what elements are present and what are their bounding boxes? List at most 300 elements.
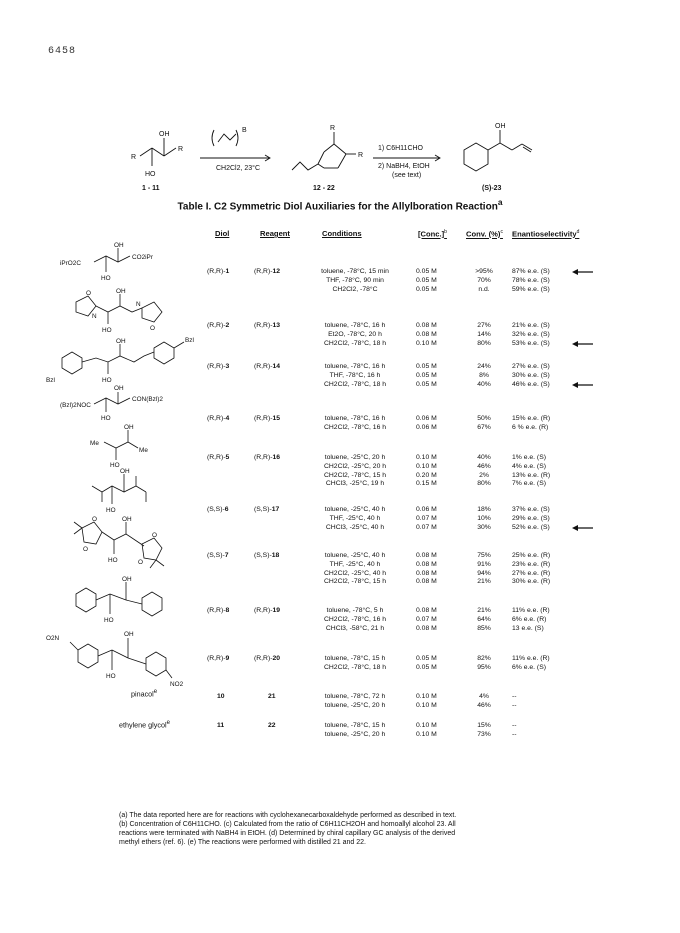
conversion-value: 27%	[477, 322, 491, 329]
pinacol-text: pinacol	[131, 689, 154, 699]
diol-cell	[207, 363, 253, 372]
s2-o-right: O	[150, 325, 155, 332]
conversion-value: 10%	[477, 514, 491, 522]
ee-value: 13 e.e. (S)	[512, 624, 544, 632]
conversion-value: 67%	[477, 423, 491, 431]
concentration-value: 0.05 M	[416, 276, 437, 284]
reagent-number: 17	[271, 506, 280, 513]
condition-line: toluene, -25°C, 20 h	[324, 454, 386, 461]
s4-right-label: CON(Bzl)2	[132, 396, 163, 403]
enantioselectivity-cell	[512, 363, 572, 389]
header-conditions: Conditions	[322, 229, 362, 238]
concentration-value: 0.08 M	[416, 560, 437, 568]
page-number: 6458	[48, 46, 77, 57]
diol-cell	[207, 607, 253, 616]
conversion-value: 73%	[477, 730, 491, 738]
enantioselectivity-cell	[512, 506, 572, 532]
enantioselectivity-cell	[512, 552, 572, 587]
ee-value: 4% e.e. (S)	[512, 462, 546, 470]
ee-value: 87% e.e. (S)	[512, 268, 550, 275]
reagent-number: 20	[272, 655, 281, 662]
reagent-config: (R,R)-	[254, 454, 273, 461]
condition-line: Et2O, -78°C, 20 h	[328, 330, 382, 338]
ee-value: 1% e.e. (S)	[512, 454, 546, 461]
reagent-cell	[254, 454, 302, 463]
ee-value: 11% e.e. (R)	[512, 655, 550, 662]
enantioselectivity-cell	[512, 415, 572, 433]
conversion-value: 46%	[477, 701, 491, 709]
condition-line: CH2Cl2, -78°C, 15 h	[323, 471, 387, 479]
diol-cell	[207, 506, 253, 515]
structure-4	[46, 384, 206, 424]
scheme-step2: 2) NaBH4, EtOH	[378, 163, 430, 170]
condition-line: CH2Cl2, -78°C, 18 h	[323, 663, 387, 671]
concentration-cell	[416, 454, 452, 489]
scheme-step1: 1) C6H11CHO	[378, 145, 423, 152]
reagent-cell	[254, 322, 302, 331]
enantioselectivity-cell	[512, 693, 572, 711]
header-conv	[466, 229, 503, 239]
pinacol-mark: e	[153, 689, 158, 695]
enantioselectivity-cell	[512, 268, 572, 294]
s5-ho: HO	[110, 462, 120, 469]
condition-line: THF, -78°C, 90 min	[326, 276, 384, 284]
conversion-cell	[466, 322, 502, 348]
concentration-value: 0.07 M	[416, 523, 437, 531]
conversion-value: 24%	[477, 363, 491, 370]
s4-oh: OH	[114, 385, 124, 392]
s9-ho: HO	[106, 673, 116, 680]
footnote-line: methyl ethers (ref. 6). (e) The reactions were performed with distilled 21 and 22.	[119, 839, 366, 846]
ee-value: --	[512, 722, 517, 729]
conversion-value: 50%	[477, 415, 491, 422]
concentration-value: 0.08 M	[416, 569, 437, 577]
conversion-value: 80%	[477, 480, 491, 488]
structure-5	[46, 424, 206, 468]
ee-value: --	[512, 701, 517, 709]
ee-value: 30% e.e. (R)	[512, 578, 551, 586]
ee-value: 13% e.e. (R)	[512, 471, 551, 479]
conditions-cell	[300, 722, 410, 740]
structure-1	[46, 242, 206, 288]
concentration-cell	[416, 693, 452, 711]
scheme-r-left: R	[131, 154, 137, 161]
conversion-value: 64%	[477, 615, 491, 623]
scheme-product-label: (S)-23	[482, 185, 502, 192]
ee-value: 6% e.e. (R)	[512, 615, 547, 623]
reagent-number: 18	[271, 552, 280, 559]
ee-value: 52% e.e. (S)	[512, 523, 550, 531]
s2-o-left: O	[86, 290, 91, 297]
conditions-cell	[300, 655, 410, 673]
reagent-config: (R,R)-	[254, 363, 273, 370]
reaction-scheme-drawing	[118, 88, 558, 198]
s7-ho: HO	[108, 557, 118, 564]
scheme-ho-label: HO	[145, 171, 156, 178]
diol-number: 10	[217, 693, 225, 700]
condition-line: CH2Cl2, -78°C, 18 h	[323, 380, 387, 388]
scheme-solvent-label: CH2Cl2, 23°C	[216, 165, 261, 172]
conversion-value: 70%	[477, 276, 491, 284]
concentration-value: 0.08 M	[416, 607, 437, 614]
s9-no2-top: O2N	[46, 635, 60, 642]
condition-line: CH2Cl2, -78°C, 18 h	[323, 339, 387, 347]
diol-number: 9	[225, 655, 230, 662]
reagent-cell	[254, 363, 302, 372]
s7-o-b: O	[83, 546, 88, 553]
scheme-product-oh: OH	[495, 123, 506, 130]
concentration-value: 0.05 M	[416, 663, 437, 671]
conversion-value: 94%	[477, 569, 491, 577]
s3-oh: OH	[116, 338, 126, 345]
condition-line: toluene, -78°C, 15 h	[324, 655, 386, 662]
ee-value: 6% e.e. (S)	[512, 663, 546, 671]
concentration-cell	[416, 415, 452, 433]
header-conv-mark: c	[500, 229, 503, 235]
ee-value: 37% e.e. (S)	[512, 506, 550, 513]
scheme-boronate-r-right: R	[358, 152, 364, 159]
diol-config: (R,R)-	[207, 268, 226, 275]
ee-value: 25% e.e. (R)	[512, 552, 551, 559]
conditions-cell	[300, 552, 410, 587]
header-reagent: Reagent	[260, 229, 290, 238]
reagent-number: 19	[272, 607, 281, 614]
ee-value: 23% e.e. (R)	[512, 560, 551, 568]
enantioselectivity-cell	[512, 655, 572, 673]
conversion-cell	[466, 552, 502, 587]
concentration-value: 0.08 M	[416, 322, 437, 329]
reagent-cell	[254, 552, 302, 561]
ethylene-glycol-mark: e	[166, 720, 170, 726]
concentration-value: 0.06 M	[416, 423, 437, 431]
header-ee-text: Enantioselectivity	[512, 229, 577, 239]
conversion-value: 85%	[477, 624, 491, 632]
highlight-arrow-icon	[572, 524, 594, 532]
enantioselectivity-cell	[512, 454, 572, 489]
ethylene-glycol-text: ethylene glycol	[119, 720, 167, 730]
diol-number: 5	[225, 454, 230, 461]
header-diol: Diol	[215, 229, 230, 238]
condition-line: toluene, -25°C, 40 h	[324, 552, 386, 559]
highlight-arrow-icon	[572, 381, 594, 389]
s5-oh: OH	[124, 424, 134, 431]
footnote-line: (b) Concentration of C6H11CHO. (c) Calculated from the ratio of C6H11CH2OH and homoallyl alcohol 23. All	[119, 821, 456, 828]
scheme-reactant-label: 1 - 11	[142, 185, 160, 192]
reagent-number: 12	[272, 268, 281, 275]
scheme-oh-label: OH	[159, 131, 170, 138]
reagent-config: (R,R)-	[254, 415, 273, 422]
conditions-cell	[300, 607, 410, 633]
ee-value: 32% e.e. (S)	[512, 330, 550, 338]
concentration-value: 0.08 M	[416, 552, 437, 559]
conversion-value: 80%	[477, 339, 491, 347]
concentration-cell	[416, 552, 452, 587]
s1-left-label: iPrO2C	[60, 260, 81, 267]
conversion-value: 30%	[477, 523, 491, 531]
conditions-cell	[300, 454, 410, 489]
reagent-config: (R,R)-	[254, 268, 273, 275]
conversion-cell	[466, 415, 502, 433]
diol-cell	[207, 322, 253, 331]
scheme-r-right: R	[178, 146, 184, 153]
condition-line: toluene, -78°C, 15 min	[321, 268, 389, 275]
footnotes	[119, 811, 589, 847]
condition-line: toluene, -25°C, 20 h	[324, 701, 386, 709]
diol-cell	[207, 415, 253, 424]
concentration-value: 0.08 M	[416, 330, 437, 338]
condition-line: CH2Cl2, -78°C, 16 h	[323, 423, 387, 431]
reagent-number: 22	[268, 722, 276, 729]
diol-cell	[207, 552, 253, 561]
s6-ho: HO	[106, 507, 116, 514]
reagent-cell	[254, 607, 302, 616]
concentration-value: 0.15 M	[416, 480, 437, 488]
condition-line: CH2Cl2, -78°C, 15 h	[323, 578, 387, 586]
diol-number: 7	[224, 552, 229, 559]
concentration-value: 0.05 M	[416, 285, 437, 293]
diol-config: (R,R)-	[207, 415, 226, 422]
s4-ho: HO	[101, 415, 111, 422]
s1-oh: OH	[114, 242, 124, 249]
diol-config: (R,R)-	[207, 655, 226, 662]
s1-ho: HO	[101, 275, 111, 282]
diol-number: 11	[217, 722, 225, 729]
diol-cell	[207, 268, 253, 277]
enantioselectivity-cell	[512, 722, 572, 740]
scheme-boron-label: B	[242, 127, 247, 134]
s3-bzl-top: Bzl	[185, 337, 194, 344]
conversion-value: 40%	[477, 454, 491, 461]
conversion-value: 46%	[477, 462, 491, 470]
conversion-value: 21%	[477, 607, 491, 614]
reagent-number: 15	[272, 415, 281, 422]
condition-line: CH2Cl2, -25°C, 40 h	[323, 569, 387, 577]
concentration-value: 0.05 M	[416, 268, 437, 275]
condition-line: toluene, -78°C, 16 h	[324, 322, 386, 329]
conversion-value: 14%	[477, 330, 491, 338]
condition-line: THF, -25°C, 40 h	[329, 514, 381, 522]
highlight-arrow-icon	[572, 268, 594, 276]
s8-ho: HO	[104, 617, 114, 624]
concentration-value: 0.07 M	[416, 615, 437, 623]
condition-line: toluene, -78°C, 72 h	[324, 693, 386, 700]
condition-line: CHCl3, -25°C, 40 h	[325, 523, 385, 531]
condition-line: CH2Cl2, -78°C, 16 h	[323, 615, 387, 623]
concentration-value: 0.07 M	[416, 514, 437, 522]
condition-line: THF, -25°C, 40 h	[329, 560, 381, 568]
diol-config: (R,R)-	[207, 363, 226, 370]
table-caption-text: Table I. C2 Symmetric Diol Auxiliaries for the Allylboration Reaction	[177, 201, 498, 213]
s7-oh: OH	[122, 516, 132, 523]
condition-line: toluene, -25°C, 20 h	[324, 730, 386, 738]
conversion-value: 95%	[477, 663, 491, 671]
ee-value: 27% e.e. (R)	[512, 569, 551, 577]
concentration-cell	[416, 268, 452, 294]
diol-config: (S,S)-	[207, 552, 225, 559]
scheme-boronate-r-top: R	[330, 125, 336, 132]
concentration-value: 0.05 M	[416, 371, 437, 379]
concentration-cell	[416, 506, 452, 532]
conversion-value: 82%	[477, 655, 491, 662]
s9-oh: OH	[124, 631, 134, 638]
header-conc-text: [Conc.]	[418, 229, 445, 239]
structure-9	[46, 628, 206, 690]
condition-line: CHCl3, -25°C, 19 h	[325, 480, 385, 488]
reagent-config: (R,R)-	[254, 607, 273, 614]
reagent-number: 16	[272, 454, 281, 461]
diol-number: 1	[225, 268, 230, 275]
reagent-cell	[254, 415, 302, 424]
reaction-scheme	[118, 88, 558, 198]
s8-oh: OH	[122, 576, 132, 583]
structure-8	[46, 574, 206, 628]
concentration-value: 0.05 M	[416, 380, 437, 388]
reagent-config: (S,S)-	[254, 552, 272, 559]
conditions-cell	[300, 506, 410, 532]
s5-me-right: Me	[139, 447, 148, 454]
concentration-value: 0.10 M	[416, 730, 437, 738]
reagent-number: 21	[268, 693, 276, 700]
table-caption-mark: a	[497, 197, 503, 207]
ee-value: --	[512, 730, 517, 738]
header-ee-mark: d	[576, 229, 580, 235]
conversion-cell	[466, 363, 502, 389]
ee-value: 30% e.e. (S)	[512, 371, 550, 379]
s7-o-d: O	[138, 559, 143, 566]
concentration-cell	[416, 363, 452, 389]
concentration-value: 0.08 M	[416, 624, 437, 632]
conversion-value: 40%	[477, 380, 491, 388]
ee-value: 53% e.e. (S)	[512, 339, 550, 347]
conditions-cell	[300, 693, 410, 711]
conversion-value: n.d.	[478, 285, 490, 293]
s5-me-left: Me	[90, 440, 99, 447]
header-conc-mark: b	[444, 229, 447, 235]
condition-line: CH2Cl2, -25°C, 20 h	[323, 462, 387, 470]
conversion-cell	[466, 722, 502, 740]
s2-n-right: N	[136, 301, 141, 308]
diol-number: 3	[225, 363, 230, 370]
diol-config: (S,S)-	[207, 506, 225, 513]
scheme-boronate-label: 12 - 22	[313, 185, 335, 192]
condition-line: toluene, -25°C, 40 h	[324, 506, 386, 513]
conversion-value: 18%	[477, 506, 491, 513]
conditions-cell	[300, 415, 410, 433]
scheme-step2-note: (see text)	[392, 172, 422, 179]
pinacol-label	[131, 689, 157, 698]
condition-line: CHCl3, -58°C, 21 h	[325, 624, 385, 632]
conversion-value: >95%	[475, 268, 493, 275]
concentration-value: 0.10 M	[416, 339, 437, 347]
condition-line: THF, -78°C, 16 h	[329, 371, 381, 379]
ee-value: --	[512, 693, 517, 700]
s1-right-label: CO2iPr	[132, 254, 153, 261]
conversion-value: 21%	[477, 578, 491, 586]
s7-o-c: O	[152, 532, 157, 539]
s3-ho: HO	[102, 377, 112, 384]
structure-7	[46, 516, 206, 574]
condition-line: toluene, -78°C, 16 h	[324, 415, 386, 422]
condition-line: toluene, -78°C, 15 h	[324, 722, 386, 729]
ee-value: 6 % e.e. (R)	[512, 423, 549, 431]
concentration-value: 0.10 M	[416, 701, 437, 709]
ee-value: 29% e.e. (S)	[512, 514, 550, 522]
diol-number: 8	[225, 607, 230, 614]
concentration-value: 0.10 M	[416, 462, 437, 470]
conditions-cell	[300, 322, 410, 348]
conversion-cell	[466, 693, 502, 711]
s4-left-label: (Bzl)2NOC	[60, 402, 91, 409]
s7-o-a: O	[92, 516, 97, 523]
reagent-config: (R,R)-	[254, 655, 273, 662]
concentration-value: 0.10 M	[416, 454, 437, 461]
condition-line: CH2Cl2, -78°C	[332, 285, 378, 293]
footnote-line: (a) The data reported here are for reactions with cyclohexanecarboxaldehyde performed as described in text.	[119, 812, 457, 819]
ee-value: 15% e.e. (R)	[512, 415, 551, 422]
header-conc	[418, 229, 447, 239]
concentration-value: 0.08 M	[416, 578, 437, 586]
reagent-config: (R,R)-	[254, 322, 273, 329]
conversion-cell	[466, 607, 502, 633]
highlight-arrow-icon	[572, 340, 594, 348]
structure-3	[46, 334, 206, 384]
concentration-value: 0.06 M	[416, 415, 437, 422]
enantioselectivity-cell	[512, 607, 572, 633]
reagent-cell	[254, 506, 302, 515]
conversion-value: 2%	[479, 471, 489, 479]
reagent-cell	[254, 268, 302, 277]
ee-value: 7% e.e. (S)	[512, 480, 546, 488]
reagent-cell	[254, 655, 302, 664]
table-caption	[0, 197, 680, 212]
footnote-line: reactions were terminated with NaBH4 in EtOH. (d) Determined by chiral capillary GC analysis of the derived	[119, 830, 456, 837]
s2-ho: HO	[102, 327, 112, 334]
ee-value: 59% e.e. (S)	[512, 285, 550, 293]
concentration-cell	[416, 655, 452, 673]
header-conv-text: Conv. (%)	[466, 229, 501, 239]
diol-config: (R,R)-	[207, 322, 226, 329]
s2-oh: OH	[116, 288, 126, 295]
concentration-value: 0.10 M	[416, 722, 437, 729]
concentration-value: 0.06 M	[416, 506, 437, 513]
concentration-value: 0.20 M	[416, 471, 437, 479]
ee-value: 78% e.e. (S)	[512, 276, 550, 284]
conditions-cell	[300, 363, 410, 389]
concentration-value: 0.05 M	[416, 655, 437, 662]
s3-bzl-bottom: Bzl	[46, 377, 55, 384]
conversion-value: 4%	[479, 693, 489, 700]
ee-value: 11% e.e. (R)	[512, 607, 550, 614]
ee-value: 21% e.e. (S)	[512, 322, 550, 329]
diol-config: (R,R)-	[207, 607, 226, 614]
diol-cell	[207, 655, 253, 664]
diol-number: 4	[225, 415, 230, 422]
enantioselectivity-cell	[512, 322, 572, 348]
s2-n-left: N	[92, 313, 97, 320]
header-ee	[512, 229, 579, 239]
conversion-cell	[466, 655, 502, 673]
ee-value: 27% e.e. (S)	[512, 363, 550, 370]
condition-line: toluene, -78°C, 16 h	[324, 363, 386, 370]
diol-number: 6	[224, 506, 229, 513]
diol-config: (R,R)-	[207, 454, 226, 461]
reagent-number: 14	[272, 363, 281, 370]
diol-number: 2	[225, 322, 230, 329]
conversion-value: 8%	[479, 371, 489, 379]
reagent-number: 13	[272, 322, 281, 329]
reagent-config: (S,S)-	[254, 506, 272, 513]
concentration-cell	[416, 322, 452, 348]
